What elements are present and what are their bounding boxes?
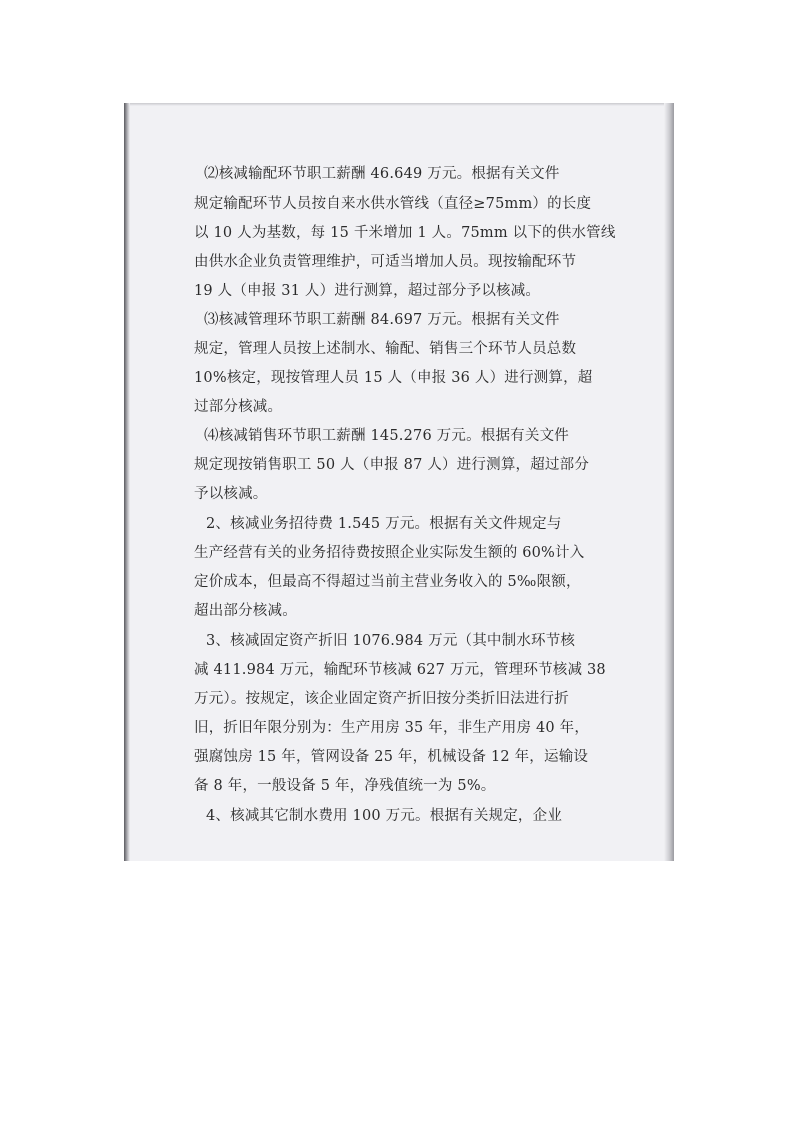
text-line: 强腐蚀房 15 年，管网设备 25 年，机械设备 12 年，运输设 — [194, 749, 589, 765]
text-line: 以 10 人为基数，每 15 千米增加 1 人。75mm 以下的供水管线 — [194, 225, 616, 241]
text-line: 减 411.984 万元，输配环节核减 627 万元，管理环节核减 38 — [194, 662, 606, 678]
text-line: 旧，折旧年限分别为：生产用房 35 年，非生产用房 40 年， — [194, 720, 590, 736]
text-line: 10%核定，现按管理人员 15 人（申报 36 人）进行测算，超 — [194, 370, 593, 386]
text-line: 予以核减。 — [194, 486, 268, 502]
text-line: 定价成本，但最高不得超过当前主营业务收入的 5‰限额， — [194, 574, 581, 590]
document-body — [124, 103, 674, 861]
text-line: 2、核减业务招待费 1.545 万元。根据有关文件规定与 — [206, 516, 562, 532]
text-line: ⑵核减输配环节职工薪酬 46.649 万元。根据有关文件 — [204, 166, 560, 182]
text-line: ⑷核减销售环节职工薪酬 145.276 万元。根据有关文件 — [204, 428, 569, 444]
text-line: 由供水企业负责管理维护，可适当增加人员。现按输配环节 — [194, 254, 577, 270]
text-line: 备 8 年，一般设备 5 年，净残值统一为 5%。 — [194, 778, 496, 794]
text-line: 万元）。按规定，该企业固定资产折旧按分类折旧法进行折 — [194, 691, 569, 707]
text-line: 4、核减其它制水费用 100 万元。根据有关规定，企业 — [206, 808, 563, 824]
text-line: ⑶核减管理环节职工薪酬 84.697 万元。根据有关文件 — [204, 312, 560, 328]
text-line: 3、核减固定资产折旧 1076.984 万元（其中制水环节核 — [206, 633, 576, 649]
text-line: 规定现按销售职工 50 人（申报 87 人）进行测算，超过部分 — [194, 457, 590, 473]
scanned-page — [124, 103, 674, 861]
text-line: 超出部分核减。 — [194, 603, 297, 619]
text-line: 规定，管理人员按上述制水、输配、销售三个环节人员总数 — [194, 341, 577, 357]
text-line: 生产经营有关的业务招待费按照企业实际发生额的 60%计入 — [194, 545, 585, 561]
text-line: 19 人（申报 31 人）进行测算，超过部分予以核减。 — [194, 283, 541, 299]
text-line: 规定输配环节人员按自来水供水管线（直径≥75mm）的长度 — [194, 196, 592, 212]
text-line: 过部分核减。 — [194, 399, 283, 415]
